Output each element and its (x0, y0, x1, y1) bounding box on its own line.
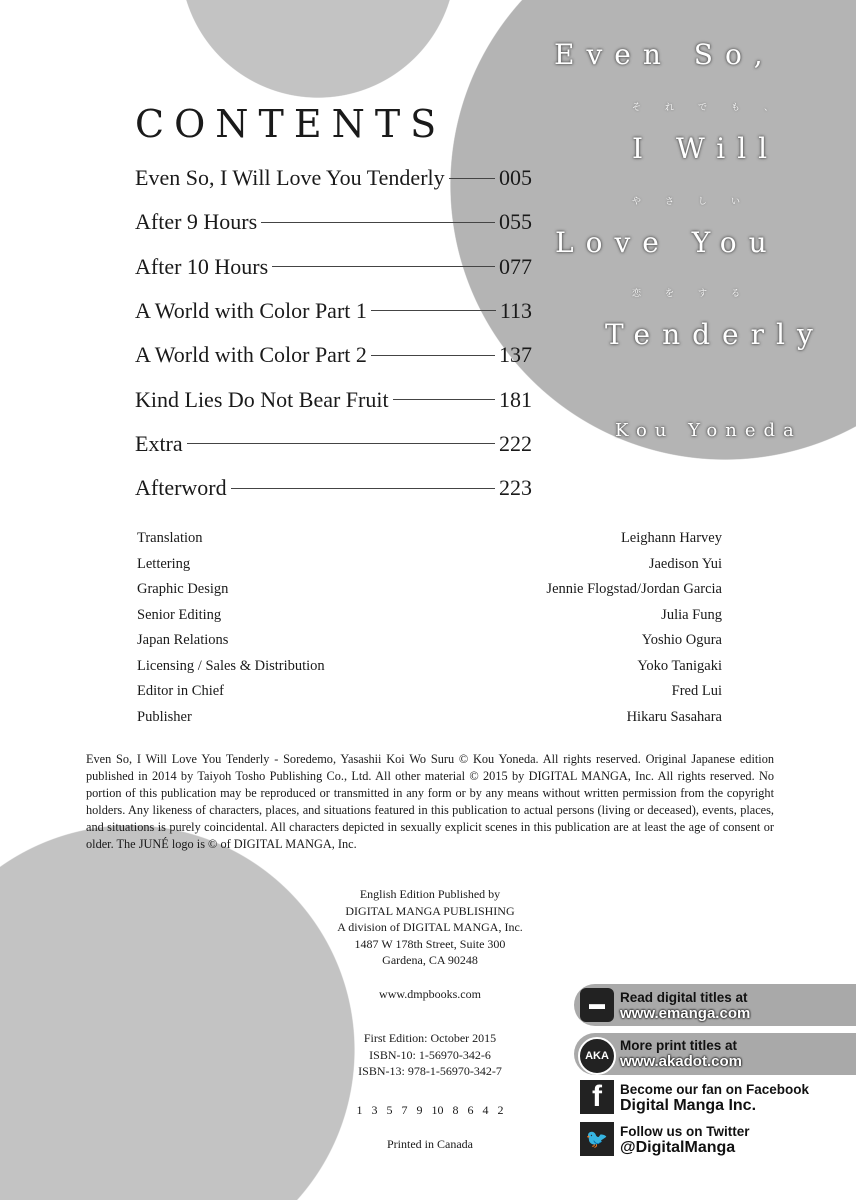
toc-page: 223 (499, 475, 532, 501)
credit-name: Fred Lui (671, 683, 722, 699)
credit-row (137, 632, 722, 649)
aka-logo-icon: AKA (578, 1037, 616, 1075)
publisher-line: A division of DIGITAL MANGA, Inc. (337, 920, 523, 934)
robot-icon: ▬ (580, 988, 614, 1022)
toc-title: Extra (135, 430, 183, 456)
cover-title-line: I Will (632, 132, 780, 165)
credit-role: Editor in Chief (137, 683, 224, 699)
leader-line (187, 443, 495, 444)
akadot-promo[interactable] (620, 1038, 742, 1070)
edition-line: First Edition: October 2015 (363, 1031, 497, 1045)
toc-entry[interactable] (135, 475, 532, 501)
toc-title: A World with Color Part 2 (135, 342, 367, 368)
twitter-promo[interactable] (620, 1124, 750, 1156)
leader-line (371, 355, 495, 356)
cover-title-kana: それでも、 (632, 103, 798, 113)
leader-line (231, 488, 495, 489)
credit-role: Japan Relations (137, 632, 229, 648)
credit-name: Julia Fung (661, 606, 722, 623)
promo-link[interactable]: @DigitalManga (620, 1139, 736, 1156)
cover-title-line: Tenderly (605, 318, 825, 351)
emanga-promo[interactable] (620, 990, 750, 1022)
cover-title-line: Even So, (554, 38, 775, 71)
leader-line (272, 266, 495, 267)
publisher-line: 1487 W 178th Street, Suite 300 (354, 936, 506, 951)
toc-entry[interactable] (135, 431, 532, 457)
credit-name: Jennie Flogstad/Jordan Garcia (546, 581, 722, 597)
leader-line (261, 222, 495, 223)
facebook-icon: f (580, 1080, 614, 1114)
credit-role: Publisher (137, 708, 192, 725)
credit-name: Leighann Harvey (620, 530, 722, 546)
toc-page: 181 (499, 386, 532, 412)
toc-entry[interactable] (135, 209, 532, 235)
isbn-13: ISBN-13: 978-1-56970-342-7 (358, 1064, 502, 1078)
toc-page: 222 (499, 430, 532, 456)
promo-text: Read digital titles at (620, 990, 748, 1005)
printing-line: 1 3 5 7 9 10 8 6 4 2 (356, 1103, 504, 1117)
toc-entry[interactable] (135, 298, 532, 324)
credit-row (137, 607, 722, 624)
printed-in: Printed in Canada (387, 1137, 473, 1151)
credit-role: Graphic Design (137, 581, 229, 597)
publisher-line: DIGITAL MANGA PUBLISHING (345, 903, 515, 918)
facebook-promo[interactable] (620, 1082, 809, 1114)
website-link[interactable]: www.dmpbooks.com (379, 987, 481, 1001)
promo-link[interactable]: www.akadot.com (620, 1053, 742, 1070)
credit-name: Jaedison Yui (648, 555, 722, 572)
promo-text: Become our fan on Facebook (620, 1082, 810, 1097)
cover-author: Kou Yoneda (615, 420, 802, 441)
cover-title-line: Love You (555, 226, 779, 259)
promo-text: More print titles at (620, 1038, 738, 1053)
toc-title: Even So, I Will Love You Tenderly (135, 165, 445, 190)
cover-title-kana: 恋をする (632, 289, 765, 299)
credit-role: Senior Editing (137, 606, 222, 623)
credit-name: Yoko Tanigaki (637, 657, 722, 674)
legal-notice: Even So, I Will Love You Tenderly - Soredemo, Yasashii Koi Wo Suru © Kou Yoneda. All rights reserved. Original Japanese edition published in 2014 by Taiyoh Tosho Publishing Co., Ltd. All other material © 2015 by DIGITAL MANGA, Inc. All rights reserved. No portion of this publication may be reproduced or transmitted in any form or by any means without written permission from the copyright holders. Any likeness of characters, places, and situations featured in this publication to actual persons (living or deceased), events, places, and situations is purely coincidental. All characters depicted in sexually explicit scenes in this publication are at least the age of consent or older. The JUNÉ logo is © of DIGITAL MANGA, Inc. (86, 752, 774, 851)
toc-title: After 10 Hours (135, 253, 269, 279)
credit-row (137, 581, 722, 598)
credit-row (137, 658, 722, 675)
toc-page: 005 (499, 165, 532, 190)
toc-title: Afterword (135, 475, 227, 501)
credit-role: Licensing / Sales & Distribution (137, 657, 325, 674)
leader-line (371, 310, 496, 311)
toc-page: 137 (499, 342, 532, 368)
promo-text: Follow us on Twitter (620, 1124, 750, 1139)
toc-title: A World with Color Part 1 (135, 297, 367, 323)
promo-link[interactable]: www.emanga.com (620, 1005, 751, 1022)
toc-entry[interactable] (135, 342, 532, 368)
cover-title-kana: やさしい (632, 197, 765, 207)
toc-page: 113 (499, 297, 532, 323)
toc-entry[interactable] (135, 254, 532, 280)
isbn-10: ISBN-10: 1-56970-342-6 (369, 1047, 491, 1062)
credit-row (137, 709, 722, 726)
credit-name: Hikaru Sasahara (626, 708, 722, 725)
credit-row (137, 530, 722, 547)
credit-row (137, 556, 722, 573)
publisher-line: Gardena, CA 90248 (382, 953, 478, 967)
leader-line (449, 178, 495, 179)
toc-page: 055 (499, 209, 532, 235)
promo-link[interactable]: Digital Manga Inc. (620, 1097, 757, 1114)
toc-title: After 9 Hours (135, 209, 258, 235)
toc-entry[interactable] (135, 165, 532, 191)
toc-page: 077 (499, 253, 532, 279)
credit-role: Translation (137, 530, 203, 546)
toc-title: Kind Lies Do Not Bear Fruit (135, 386, 389, 412)
twitter-icon: 🐦 (580, 1122, 614, 1156)
credit-role: Lettering (137, 555, 191, 572)
credit-row (137, 683, 722, 700)
edition-info (300, 1030, 560, 1080)
publisher-line: English Edition Published by (359, 887, 501, 901)
publisher-info (300, 886, 560, 969)
contents-heading: CONTENTS (135, 102, 447, 146)
toc-entry[interactable] (135, 387, 532, 413)
leader-line (393, 399, 495, 400)
credit-name: Yoshio Ogura (641, 632, 722, 648)
